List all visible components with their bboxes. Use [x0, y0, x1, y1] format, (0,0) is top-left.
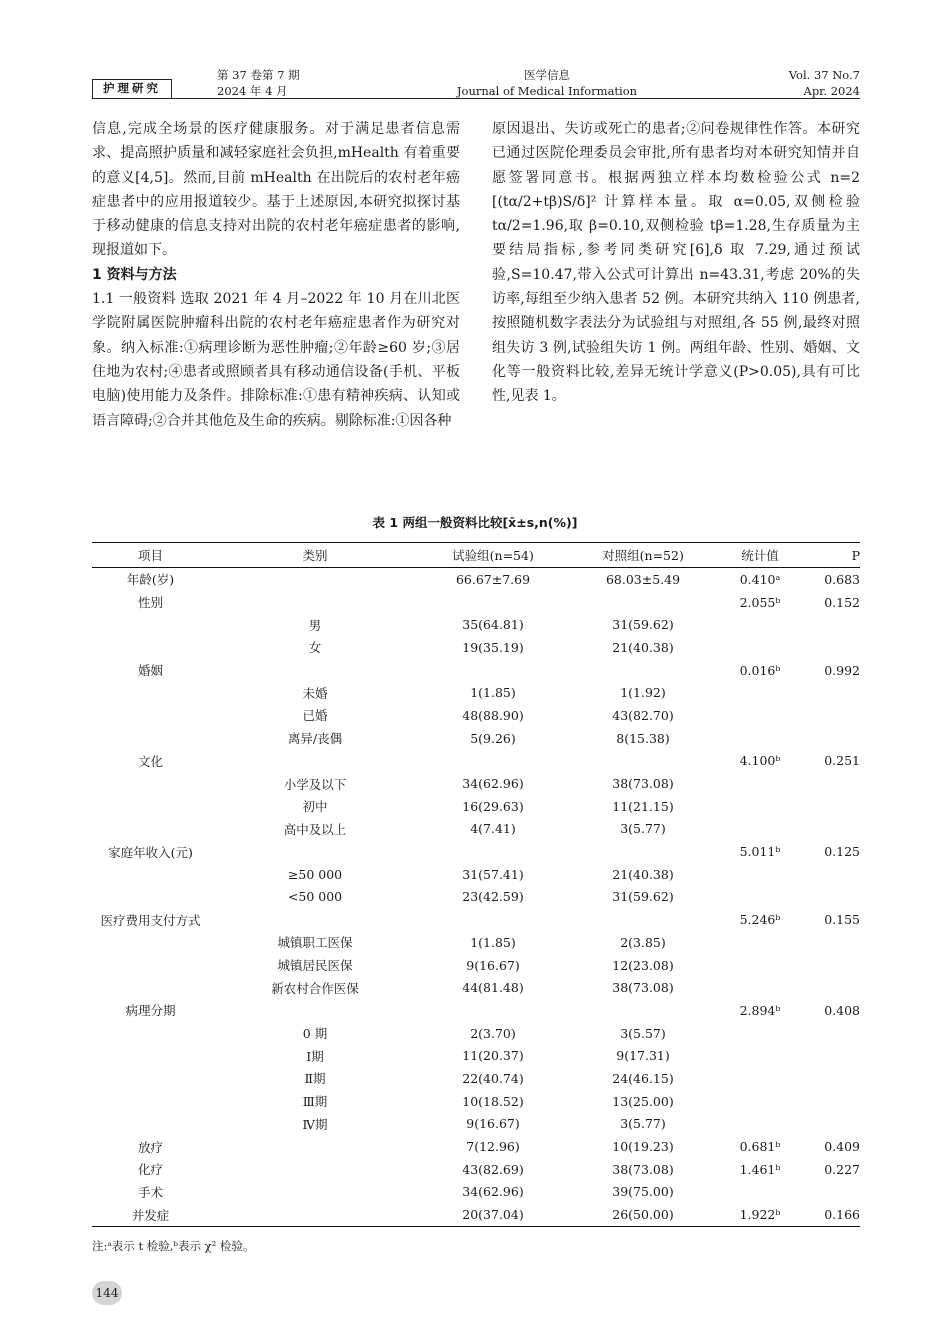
control-group-cell: 68.03±5.49 [605, 571, 681, 587]
table-row [92, 659, 860, 682]
exp-group-cell: 23(42.59) [462, 889, 524, 905]
category-cell [209, 1135, 421, 1158]
header-cell: 统计值 [721, 543, 799, 568]
control-group-cell [565, 591, 721, 614]
category-cell: 小学及以下 [283, 776, 347, 792]
control-group-cell: 43(82.70) [612, 707, 674, 723]
p-value-cell: 0.408 [824, 1002, 860, 1018]
volume-en: Vol. 37 No.7 [788, 68, 860, 82]
item-cell [92, 931, 209, 954]
p-value-cell [799, 1044, 860, 1067]
control-group-cell: 3(5.57) [620, 1025, 666, 1041]
table-row [92, 818, 860, 841]
item-cell [92, 886, 209, 909]
item-cell [92, 1022, 209, 1045]
p-value-cell [799, 1090, 860, 1113]
exp-group-cell [421, 659, 565, 682]
exp-group-cell: 22(40.74) [462, 1070, 524, 1086]
table-row [92, 863, 860, 886]
journal-cn: 医学信息 [524, 68, 570, 82]
date-en: Apr. 2024 [803, 84, 860, 98]
table-row [92, 908, 860, 931]
control-group-cell: 12(23.08) [612, 957, 674, 973]
table-row [92, 1044, 860, 1067]
item-cell: 手术 [137, 1184, 163, 1200]
statistic-cell [721, 636, 799, 659]
table-row [92, 931, 860, 954]
p-value-cell: 0.251 [824, 753, 860, 769]
category-cell [209, 908, 421, 931]
header-cell: 项目 [92, 543, 209, 568]
item-cell: 婚姻 [137, 663, 163, 679]
exp-group-cell: 31(57.41) [462, 866, 524, 882]
category-cell [209, 1203, 421, 1226]
table-row [92, 772, 860, 795]
exp-group-cell: 34(62.96) [462, 776, 524, 792]
table-row [92, 727, 860, 750]
header-rule [172, 98, 860, 99]
item-cell [92, 704, 209, 727]
p-value-cell: 0.992 [824, 662, 860, 678]
p-value-cell [799, 1022, 860, 1045]
table-header-row [92, 543, 860, 568]
exp-group-cell: 2(3.70) [470, 1025, 516, 1041]
statistic-cell [721, 954, 799, 977]
p-value-cell [799, 931, 860, 954]
header-cell: 类别 [209, 543, 421, 568]
category-cell: Ⅲ期 [302, 1094, 328, 1110]
exp-group-cell: 43(82.69) [462, 1161, 524, 1177]
exp-group-cell: 1(1.85) [470, 685, 516, 701]
item-cell [92, 795, 209, 818]
category-cell [209, 840, 421, 863]
statistic-cell [721, 795, 799, 818]
item-cell [92, 636, 209, 659]
item-cell: 性别 [137, 595, 163, 611]
statistic-cell [721, 863, 799, 886]
table-row [92, 1181, 860, 1204]
control-group-cell: 38(73.08) [612, 1161, 674, 1177]
table-title: 表 1 两组一般资料比较[x̄±s,n(%)] [372, 515, 578, 530]
item-cell [92, 954, 209, 977]
intro-paragraph: 信息,完成全场景的医疗健康服务。对于满足患者信息需求、提高照护质量和减轻家庭社会负担,mHealth 有着重要的意义[4,5]。然而,目前 mHealth 在出院后的农村老年癌症患者中的应用报道较少。基于上述原因,本研究拟探讨基于移动健康的信息支持对出院的农村老年癌症患者的影响,现报道如下。 [92, 121, 460, 259]
exp-group-cell: 20(37.04) [421, 1203, 565, 1226]
p-value-cell [799, 1113, 860, 1136]
control-group-cell: 31(59.62) [612, 889, 674, 905]
statistic-cell: 2.055ᵇ [739, 594, 781, 610]
category-cell: 新农村合作医保 [271, 980, 359, 996]
section-heading: 1 资料与方法 [92, 266, 177, 283]
control-group-cell: 10(19.23) [612, 1139, 674, 1155]
header-cell: 试验组(n=54) [421, 543, 565, 568]
item-cell: 病理分期 [125, 1003, 176, 1019]
statistic-cell: 5.011ᵇ [739, 844, 781, 860]
running-header [92, 64, 860, 100]
table-row [92, 886, 860, 909]
control-group-cell: 21(40.38) [612, 866, 674, 882]
statistic-cell [721, 1113, 799, 1136]
category-cell: 高中及以上 [283, 821, 347, 837]
category-cell: 初中 [302, 799, 328, 815]
exp-group-cell: 9(16.67) [466, 957, 520, 973]
p-value-cell [799, 795, 860, 818]
item-cell [92, 681, 209, 704]
control-group-cell [565, 659, 721, 682]
exp-group-cell: 5(9.26) [470, 730, 516, 746]
statistic-cell [721, 704, 799, 727]
exp-group-cell [421, 999, 565, 1022]
p-value-cell: 0.683 [824, 571, 860, 587]
category-cell: Ⅱ期 [304, 1071, 326, 1087]
table-row [92, 1067, 860, 1090]
category-cell: ≥50 000 [287, 866, 343, 882]
control-group-cell: 13(25.00) [612, 1093, 674, 1109]
control-group-cell: 11(21.15) [612, 798, 674, 814]
category-cell [209, 999, 421, 1022]
header-cell: P [799, 543, 860, 568]
item-cell [92, 772, 209, 795]
p-value-cell [799, 976, 860, 999]
statistic-cell [721, 818, 799, 841]
category-cell: Ⅰ期 [306, 1048, 324, 1064]
statistic-cell [721, 727, 799, 750]
table-row [92, 954, 860, 977]
category-cell: 女 [308, 640, 322, 656]
control-group-cell [565, 840, 721, 863]
p-value-cell [799, 613, 860, 636]
table-row [92, 1113, 860, 1136]
statistic-cell [721, 1067, 799, 1090]
p-value-cell: 0.227 [824, 1161, 860, 1177]
exp-group-cell: 34(62.96) [462, 1184, 524, 1200]
item-cell [92, 1113, 209, 1136]
exp-group-cell [421, 840, 565, 863]
category-cell: 已婚 [302, 708, 328, 724]
control-group-cell: 31(59.62) [612, 617, 674, 633]
statistic-cell: 5.246ᵇ [739, 912, 781, 928]
sample-size-paragraph: 原因退出、失访或死亡的患者;②问卷规律性作答。本研究已通过医院伦理委员会审批,所有患者均对本研究知情并自愿签署同意书。根据两独立样本均数检验公式 n=2 [(tα/2+tβ)S/δ]² 计算样本量。取 α=0.05,双侧检验 tα/2=1.96,取 β=0.10,双侧检验 tβ=1.28,生存质量为主要结局指标,参考同类研究[6],δ 取 7.29,通过预试验,S=10.47,带入公式可计算出 n=43.31,考虑 20%的失访率,每组至少纳入患者 52 例。本研究共纳入 110 例患者,按照随机数字表法分为试验组与对照组,各 55 例,最终对照组失访 3 例,试验组失访 1 例。两组年龄、性别、婚姻、文化等一般资料比较,差异无统计学意义(P>0.05),具有可比性,见表 1。 [492, 121, 860, 405]
control-group-cell: 3(5.77) [620, 821, 666, 837]
p-value-cell [799, 863, 860, 886]
item-cell [92, 1044, 209, 1067]
p-value-cell [799, 727, 860, 750]
item-cell: 化疗 [137, 1162, 163, 1178]
item-cell [92, 818, 209, 841]
p-value-cell [799, 1067, 860, 1090]
exp-group-cell: 66.67±7.69 [455, 571, 531, 587]
issue-info-en [789, 67, 860, 99]
header-cell: 对照组(n=52) [565, 543, 721, 568]
control-group-cell: 39(75.00) [612, 1184, 674, 1200]
exp-group-cell: 11(20.37) [462, 1048, 524, 1064]
exp-group-cell: 9(16.67) [466, 1116, 520, 1132]
item-cell: 并发症 [92, 1203, 209, 1226]
methods-paragraph: 1.1 一般资料 选取 2021 年 4 月–2022 年 10 月在川北医学院附属医院肿瘤科出院的农村老年癌症患者作为研究对象。纳入标准:①病理诊断为恶性肿瘤;②年龄≥60 岁;③居住地为农村;④患者或照顾者具有移动通信设备(手机、平板电脑)使用能力及条件。排除标准:①患有精神疾病、认知或语言障碍;②合并其他危及生命的疾病。剔除标准:①因各种 [92, 291, 460, 429]
p-value-cell [799, 1181, 860, 1204]
statistic-cell: 4.100ᵇ [739, 753, 781, 769]
control-group-cell: 38(73.08) [612, 980, 674, 996]
volume-cn: 第 37 卷第 7 期 [217, 68, 300, 82]
table-row [92, 1022, 860, 1045]
statistic-cell: 0.016ᵇ [739, 662, 781, 678]
journal-en: Journal of Medical Information [456, 84, 638, 98]
statistic-cell: 2.894ᵇ [739, 1002, 781, 1018]
statistic-cell [721, 1090, 799, 1113]
control-group-cell [565, 999, 721, 1022]
right-column [492, 117, 860, 409]
exp-group-cell [421, 908, 565, 931]
exp-group-cell: 7(12.96) [466, 1139, 520, 1155]
item-cell: 医疗费用支付方式 [100, 912, 201, 928]
item-cell [92, 1090, 209, 1113]
p-value-cell [799, 772, 860, 795]
statistic-cell [721, 1181, 799, 1204]
p-value-cell [799, 886, 860, 909]
table-row [92, 613, 860, 636]
table-row [92, 636, 860, 659]
table-row [92, 795, 860, 818]
page-number: 144 [92, 1281, 122, 1305]
exp-group-cell: 4(7.41) [470, 821, 516, 837]
p-value-cell [799, 704, 860, 727]
item-cell [92, 613, 209, 636]
p-value-cell [799, 818, 860, 841]
category-cell: <50 000 [287, 889, 343, 905]
exp-group-cell [421, 750, 565, 773]
table-row [92, 704, 860, 727]
exp-group-cell [421, 591, 565, 614]
left-column [92, 117, 460, 433]
category-cell [209, 1158, 421, 1181]
category-cell: 0 期 [302, 1026, 328, 1042]
table-row [92, 999, 860, 1022]
general-data-table [92, 542, 860, 1227]
control-group-cell: 26(50.00) [565, 1203, 721, 1226]
p-value-cell: 0.155 [824, 912, 860, 928]
statistic-cell [721, 681, 799, 704]
item-cell: 放疗 [137, 1139, 163, 1155]
statistic-cell: 1.461ᵇ [739, 1161, 781, 1177]
statistic-cell [721, 1022, 799, 1045]
table-row [92, 1158, 860, 1181]
control-group-cell: 2(3.85) [620, 934, 666, 950]
item-cell: 文化 [137, 753, 163, 769]
category-cell [209, 659, 421, 682]
statistic-cell [721, 931, 799, 954]
p-value-cell [799, 954, 860, 977]
item-cell [92, 1067, 209, 1090]
statistic-cell [721, 772, 799, 795]
table-row [92, 568, 860, 591]
p-value-cell: 0.409 [824, 1139, 860, 1155]
control-group-cell: 21(40.38) [612, 639, 674, 655]
category-cell: 离异/丧偶 [287, 731, 343, 747]
table-row [92, 681, 860, 704]
statistic-cell: 0.410ᵃ [739, 571, 781, 587]
table-row [92, 591, 860, 614]
exp-group-cell: 10(18.52) [462, 1093, 524, 1109]
statistic-cell [721, 976, 799, 999]
table-row [92, 1135, 860, 1158]
p-value-cell [799, 681, 860, 704]
p-value-cell: 0.166 [799, 1203, 860, 1226]
control-group-cell: 3(5.77) [620, 1116, 666, 1132]
statistic-cell [721, 1044, 799, 1067]
item-cell: 年龄(岁) [126, 572, 175, 588]
statistic-cell: 0.681ᵇ [739, 1139, 781, 1155]
p-value-cell: 0.152 [824, 594, 860, 610]
table-row [92, 840, 860, 863]
table-row [92, 750, 860, 773]
control-group-cell: 24(46.15) [612, 1070, 674, 1086]
p-value-cell: 0.125 [824, 844, 860, 860]
exp-group-cell: 19(35.19) [462, 639, 524, 655]
journal-title [422, 67, 672, 99]
date-cn: 2024 年 4 月 [217, 84, 288, 98]
control-group-cell [565, 908, 721, 931]
p-value-cell [799, 636, 860, 659]
table-row [92, 976, 860, 999]
category-cell [209, 750, 421, 773]
category-cell: 未婚 [302, 685, 328, 701]
control-group-cell: 1(1.92) [620, 685, 666, 701]
statistic-cell: 1.922ᵇ [721, 1203, 799, 1226]
section-tag: 护理研究 [92, 79, 172, 99]
table-row [92, 1203, 860, 1226]
category-cell [209, 591, 421, 614]
exp-group-cell: 35(64.81) [462, 617, 524, 633]
item-cell [92, 863, 209, 886]
category-cell: 城镇居民医保 [277, 958, 353, 974]
category-cell: 城镇职工医保 [277, 935, 353, 951]
category-cell [209, 1181, 421, 1204]
category-cell: 男 [308, 617, 322, 633]
exp-group-cell: 48(88.90) [462, 707, 524, 723]
table-row [92, 1090, 860, 1113]
statistic-cell [721, 886, 799, 909]
control-group-cell: 8(15.38) [616, 730, 670, 746]
category-cell [209, 568, 421, 591]
table-note: 注:ᵃ表示 t 检验,ᵇ表示 χ² 检验。 [92, 1239, 255, 1253]
item-cell [92, 727, 209, 750]
control-group-cell: 38(73.08) [612, 776, 674, 792]
exp-group-cell: 44(81.48) [462, 980, 524, 996]
exp-group-cell: 1(1.85) [470, 934, 516, 950]
issue-info-cn [217, 67, 300, 99]
control-group-cell: 9(17.31) [616, 1048, 670, 1064]
statistic-cell [721, 613, 799, 636]
item-cell [92, 976, 209, 999]
category-cell: Ⅳ期 [302, 1116, 328, 1132]
exp-group-cell: 16(29.63) [462, 798, 524, 814]
control-group-cell [565, 750, 721, 773]
item-cell: 家庭年收入(元) [108, 844, 193, 860]
